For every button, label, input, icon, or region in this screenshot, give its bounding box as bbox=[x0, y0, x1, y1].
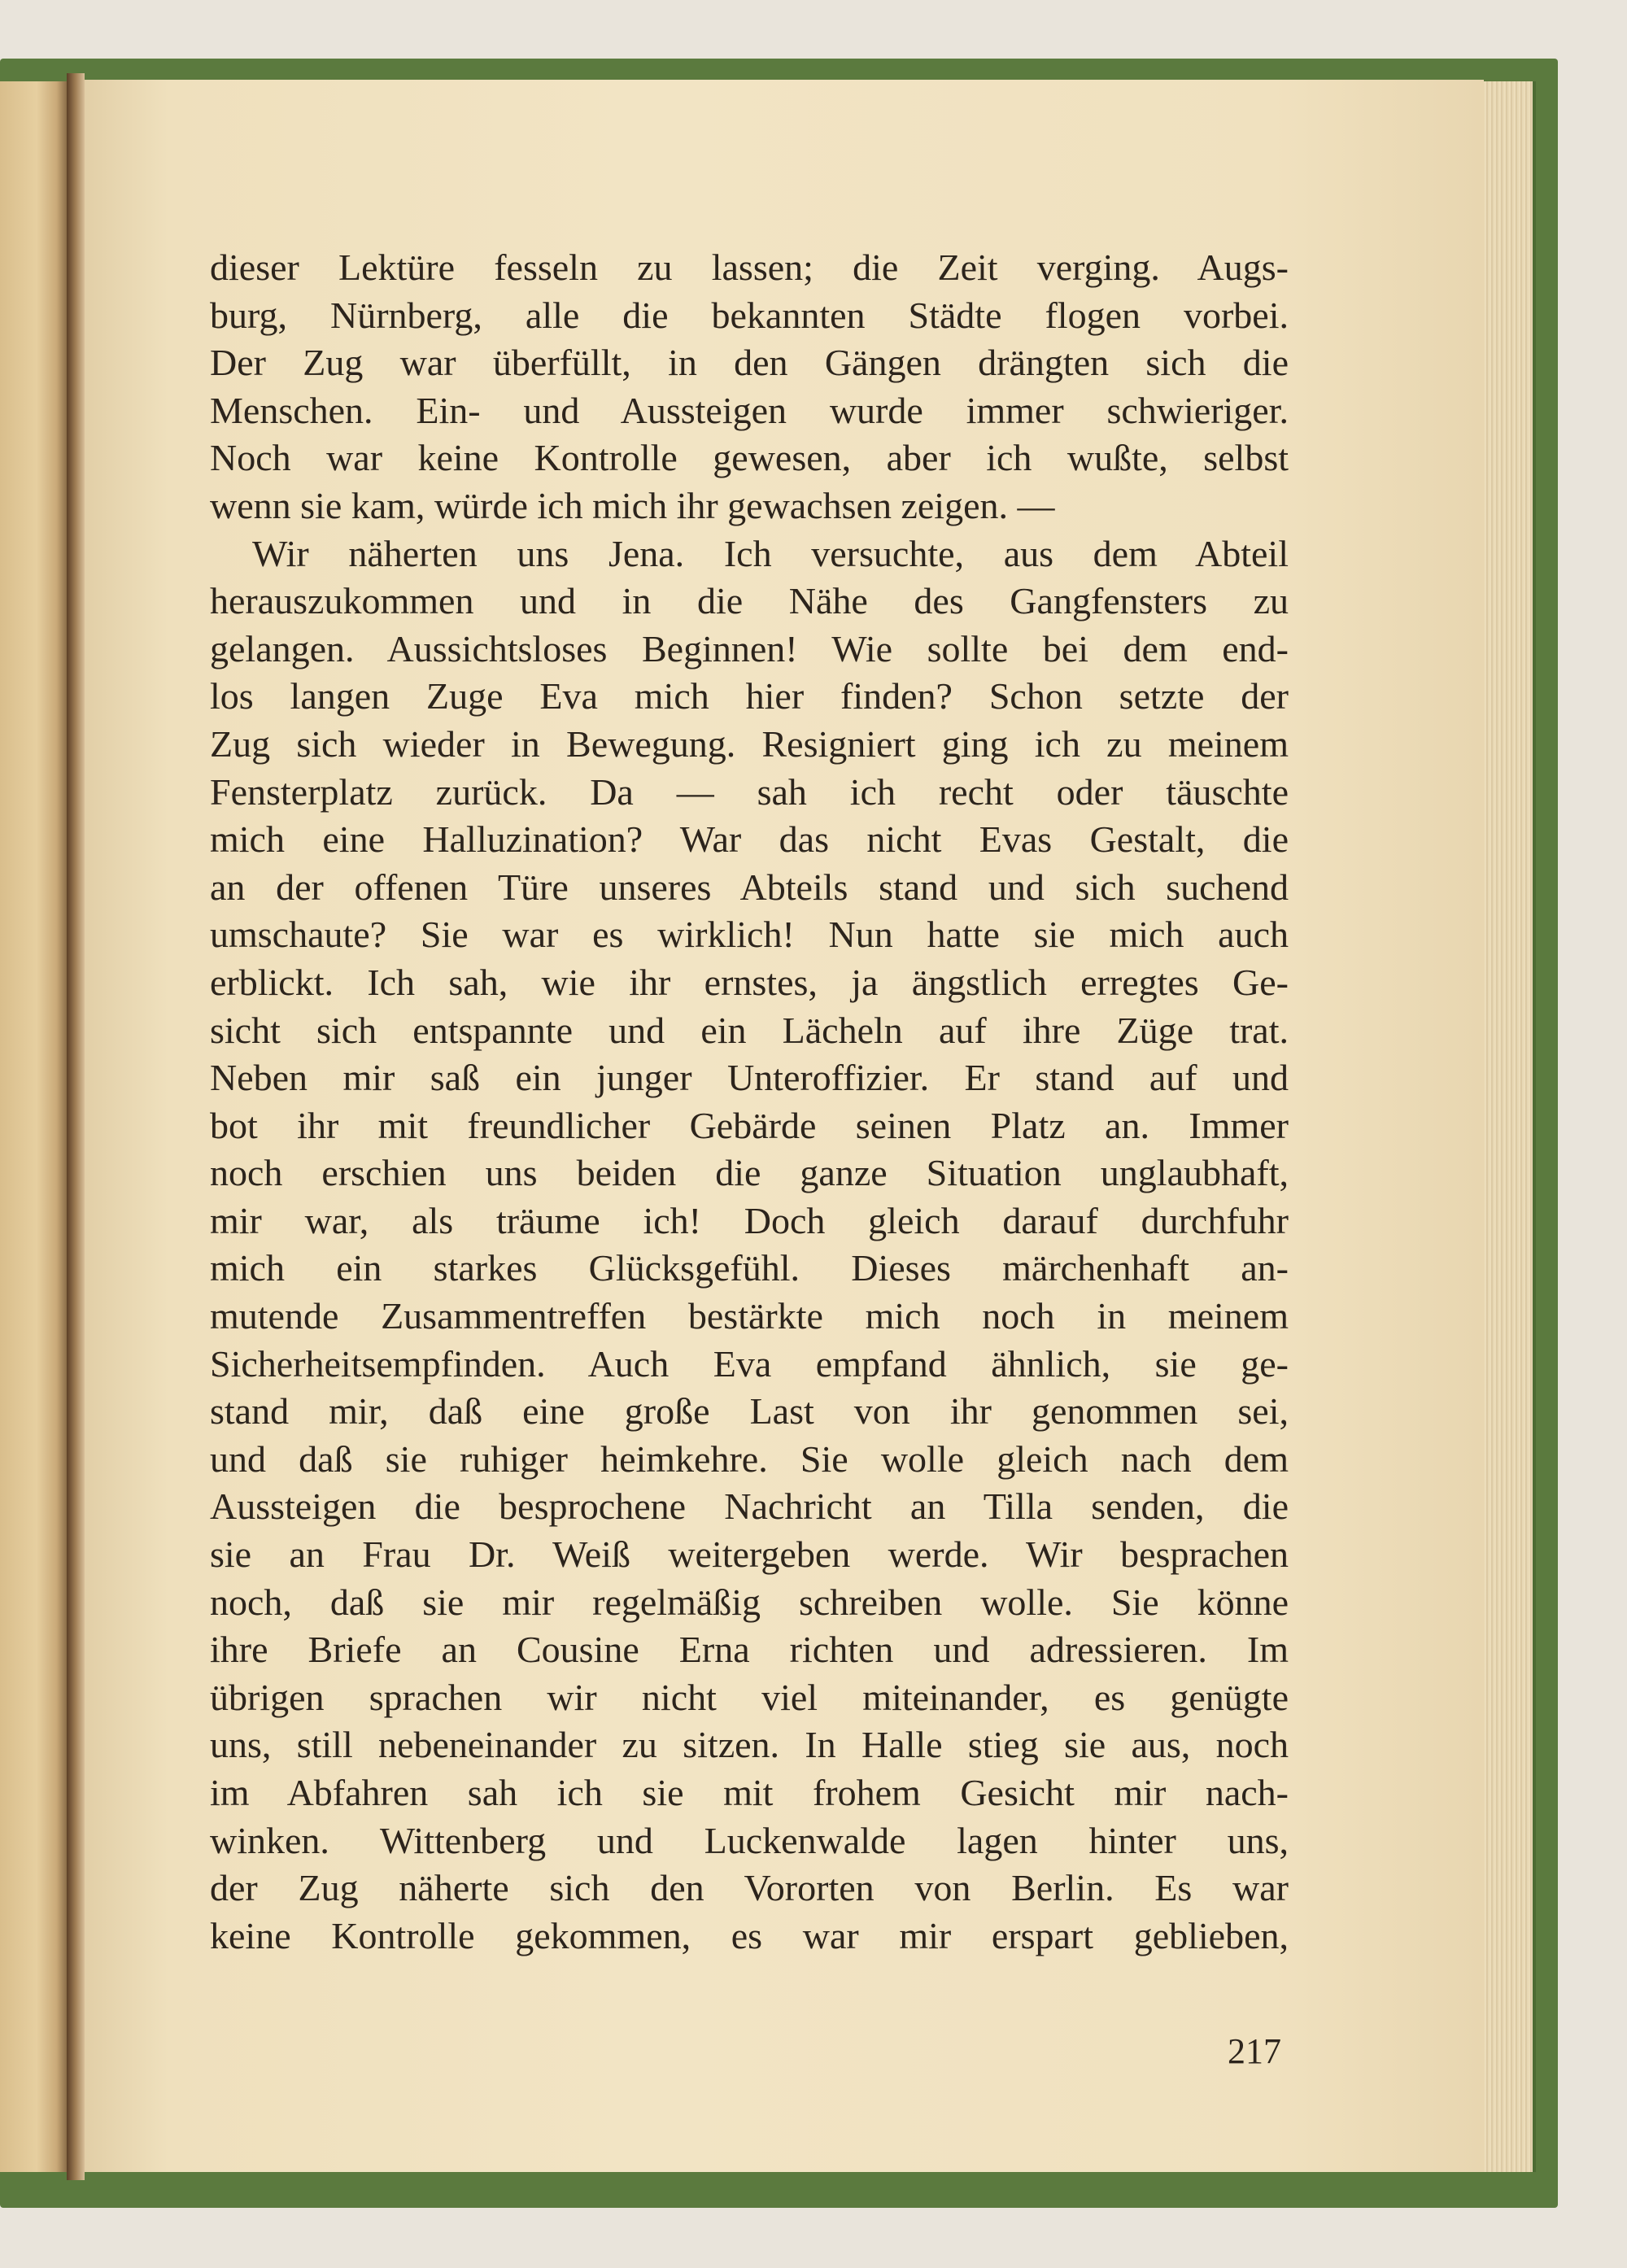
text-line: herauszukommen und in die Nähe des Gangfensters zu bbox=[210, 580, 1289, 622]
text-line: Noch war keine Kontrolle gewesen, aber ich wußte, selbst bbox=[210, 437, 1289, 479]
text-line: bot ihr mit freundlicher Gebärde seinen Platz an. Immer bbox=[210, 1104, 1289, 1146]
text-line: übrigen sprachen wir nicht viel miteinander, es genügte bbox=[210, 1676, 1289, 1718]
text-line: los langen Zuge Eva mich hier finden? Schon setzte der bbox=[210, 675, 1289, 717]
text-line: Wir näherten uns Jena. Ich versuchte, aus dem Abteil bbox=[252, 532, 1289, 574]
text-line: an der offenen Türe unseres Abteils stand und sich suchend bbox=[210, 866, 1289, 908]
text-line: und daß sie ruhiger heimkehre. Sie wolle gleich nach dem bbox=[210, 1437, 1289, 1480]
text-line: ihre Briefe an Cousine Erna richten und adressieren. Im bbox=[210, 1629, 1289, 1671]
text-line: dieser Lektüre fesseln zu lassen; die Zeit verging. Augs- bbox=[210, 246, 1289, 288]
text-line: burg, Nürnberg, alle die bekannten Städte flogen vorbei. bbox=[210, 294, 1289, 336]
text-line: im Abfahren sah ich sie mit frohem Gesicht mir nach- bbox=[210, 1772, 1289, 1813]
text-line: sicht sich entspannte und ein Lächeln auf ihre Züge trat. bbox=[210, 1009, 1289, 1051]
text-line: wenn sie kam, würde ich mich ihr gewachsen zeigen. — bbox=[210, 484, 1055, 526]
body-text bbox=[210, 244, 1289, 1960]
text-line: Menschen. Ein- und Aussteigen wurde immer schwieriger. bbox=[210, 389, 1289, 431]
text-line: mutende Zusammentreffen bestärkte mich noch in meinem bbox=[210, 1295, 1289, 1337]
text-line: stand mir, daß eine große Last von ihr genommen sei, bbox=[210, 1390, 1289, 1433]
paragraph bbox=[210, 530, 1289, 1961]
text-line: Der Zug war überfüllt, in den Gängen drängten sich die bbox=[210, 342, 1289, 384]
text-line: uns, still nebeneinander zu sitzen. In Halle stieg sie aus, noch bbox=[210, 1724, 1289, 1766]
text-line: der Zug näherte sich den Vororten von Berlin. Es war bbox=[210, 1867, 1289, 1909]
page-edges bbox=[1484, 81, 1536, 2172]
text-line: umschaute? Sie war es wirklich! Nun hatte sie mich auch bbox=[210, 914, 1289, 956]
text-line: mich ein starkes Glücksgefühl. Dieses märchenhaft an- bbox=[210, 1247, 1289, 1289]
text-line: erblickt. Ich sah, wie ihr ernstes, ja ängstlich erregtes Ge- bbox=[210, 961, 1289, 1003]
book-gutter bbox=[67, 73, 85, 2180]
text-line: Aussteigen die besprochene Nachricht an Tilla senden, die bbox=[210, 1485, 1289, 1528]
text-line: Zug sich wieder in Bewegung. Resigniert ging ich zu meinem bbox=[210, 722, 1289, 765]
text-line: Fensterplatz zurück. Da — sah ich recht oder täuschte bbox=[210, 770, 1289, 813]
text-line: noch, daß sie mir regelmäßig schreiben wolle. Sie könne bbox=[210, 1581, 1289, 1623]
page-number: 217 bbox=[1228, 2031, 1281, 2071]
text-line: Neben mir saß ein junger Unteroffizier. Er stand auf und bbox=[210, 1057, 1289, 1099]
text-line: mir war, als träume ich! Doch gleich darauf durchfuhr bbox=[210, 1199, 1289, 1241]
text-line: sie an Frau Dr. Weiß weitergeben werde. Wir besprachen bbox=[210, 1533, 1289, 1576]
left-page-edge bbox=[0, 81, 67, 2172]
text-line: winken. Wittenberg und Luckenwalde lagen hinter uns, bbox=[210, 1819, 1289, 1861]
text-line: mich eine Halluzination? War das nicht Evas Gestalt, die bbox=[210, 818, 1289, 861]
text-line: Sicherheitsempfinden. Auch Eva empfand ähnlich, sie ge- bbox=[210, 1342, 1289, 1385]
text-line: noch erschien uns beiden die ganze Situation unglaubhaft, bbox=[210, 1152, 1289, 1194]
text-line: keine Kontrolle gekommen, es war mir erspart geblieben, bbox=[210, 1914, 1289, 1956]
text-line: gelangen. Aussichtsloses Beginnen! Wie sollte bei dem end- bbox=[210, 627, 1289, 669]
paragraph bbox=[210, 244, 1289, 530]
